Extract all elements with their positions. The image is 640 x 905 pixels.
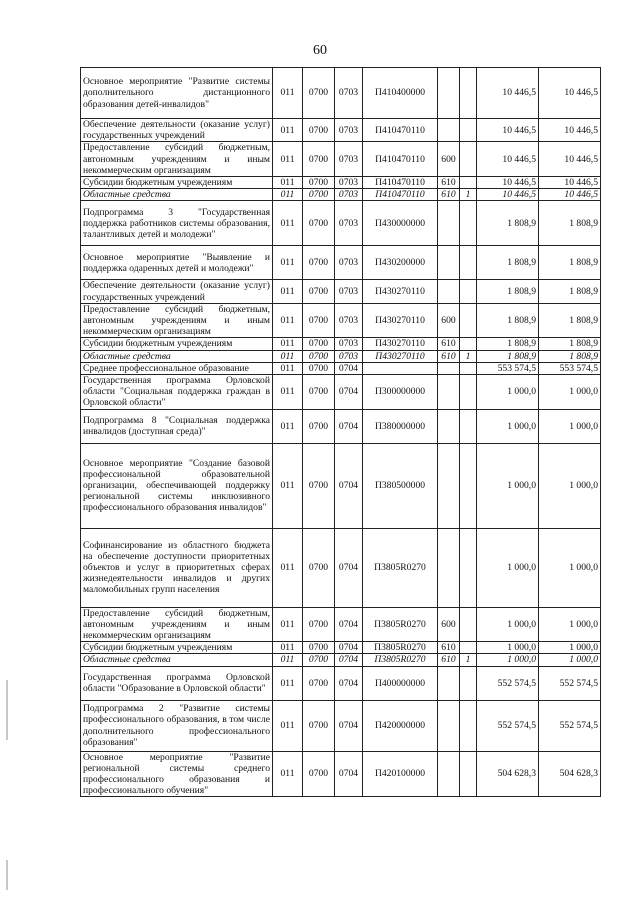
table-row [81,177,601,189]
amount-cell: 1 000,0 [477,375,539,410]
amount-cell: 1 808,9 [539,280,601,303]
section-code-cell: 0700 [303,528,335,607]
amount-cell: 1 808,9 [477,303,539,338]
amount-cell: 10 446,5 [539,142,601,177]
ministry-code-cell: 011 [273,189,303,201]
amount-cell: 1 000,0 [539,654,601,666]
item-name-cell: Субсидии бюджетным учреждениям [81,177,273,189]
expense-type-cell: 610 [438,177,460,189]
article-code-cell: П430270110 [363,350,438,362]
section-code-cell: 0700 [303,142,335,177]
ministry-code-cell: 011 [273,362,303,374]
item-name-cell: Основное мероприятие "Развитие системы дополнительного дистанционного образования детей-инвалидов" [81,68,273,119]
item-name-cell: Государственная программа Орловской области "Социальная поддержка граждан в Орловской области" [81,375,273,410]
table-row [81,119,601,142]
amount-cell: 1 808,9 [477,201,539,246]
subsection-code-cell: 0704 [335,362,363,374]
amount-cell: 1 808,9 [539,338,601,350]
section-code-cell: 0700 [303,119,335,142]
section-code-cell: 0700 [303,642,335,654]
article-code-cell: П3805R0270 [363,642,438,654]
table-body [81,68,601,797]
subsection-code-cell: 0703 [335,246,363,280]
table-row [81,666,601,700]
amount-cell: 504 628,3 [539,751,601,797]
funding-source-cell [460,280,477,303]
funding-source-cell [460,142,477,177]
ministry-code-cell: 011 [273,528,303,607]
item-name-cell: Субсидии бюджетным учреждениям [81,338,273,350]
expense-type-cell [438,700,460,751]
expense-type-cell: 600 [438,303,460,338]
amount-cell: 504 628,3 [477,751,539,797]
section-code-cell: 0700 [303,362,335,374]
amount-cell: 10 446,5 [477,189,539,201]
expense-type-cell [438,201,460,246]
expense-type-cell [438,280,460,303]
table-row [81,350,601,362]
amount-cell: 1 000,0 [477,654,539,666]
amount-cell: 10 446,5 [477,119,539,142]
expense-type-cell [438,751,460,797]
ministry-code-cell: 011 [273,177,303,189]
table-row [81,246,601,280]
budget-table [80,67,601,797]
amount-cell: 10 446,5 [539,119,601,142]
table-row [81,142,601,177]
article-code-cell: П430270110 [363,303,438,338]
table-row [81,362,601,374]
subsection-code-cell: 0704 [335,751,363,797]
ministry-code-cell: 011 [273,280,303,303]
amount-cell: 552 574,5 [539,700,601,751]
table-row [81,700,601,751]
article-code-cell: П3805R0270 [363,654,438,666]
expense-type-cell [438,409,460,443]
funding-source-cell [460,666,477,700]
item-name-cell: Областные средства [81,654,273,666]
item-name-cell: Обеспечение деятельности (оказание услуг) государственных учреждений [81,119,273,142]
subsection-code-cell: 0703 [335,68,363,119]
amount-cell: 1 808,9 [539,201,601,246]
amount-cell: 552 574,5 [477,700,539,751]
ministry-code-cell: 011 [273,350,303,362]
expense-type-cell [438,362,460,374]
article-code-cell: П420000000 [363,700,438,751]
funding-source-cell [460,303,477,338]
section-code-cell: 0700 [303,443,335,528]
ministry-code-cell: 011 [273,68,303,119]
section-code-cell: 0700 [303,189,335,201]
ministry-code-cell: 011 [273,607,303,642]
amount-cell: 10 446,5 [539,189,601,201]
ministry-code-cell: 011 [273,338,303,350]
subsection-code-cell: 0704 [335,700,363,751]
subsection-code-cell: 0703 [335,350,363,362]
subsection-code-cell: 0704 [335,528,363,607]
expense-type-cell: 610 [438,642,460,654]
expense-type-cell [438,119,460,142]
ministry-code-cell: 011 [273,654,303,666]
table-row [81,280,601,303]
subsection-code-cell: 0703 [335,177,363,189]
section-code-cell: 0700 [303,338,335,350]
ministry-code-cell: 011 [273,443,303,528]
ministry-code-cell: 011 [273,642,303,654]
amount-cell: 1 808,9 [477,350,539,362]
amount-cell: 1 808,9 [477,280,539,303]
table-row [81,751,601,797]
expense-type-cell: 600 [438,142,460,177]
subsection-code-cell: 0703 [335,142,363,177]
amount-cell: 10 446,5 [477,68,539,119]
subsection-code-cell: 0703 [335,338,363,350]
article-code-cell: П380500000 [363,443,438,528]
article-code-cell: П420100000 [363,751,438,797]
funding-source-cell [460,700,477,751]
expense-type-cell [438,68,460,119]
table-row [81,528,601,607]
amount-cell: 10 446,5 [477,177,539,189]
ministry-code-cell: 011 [273,375,303,410]
section-code-cell: 0700 [303,350,335,362]
amount-cell: 1 808,9 [539,246,601,280]
expense-type-cell [438,246,460,280]
ministry-code-cell: 011 [273,142,303,177]
table-row [81,338,601,350]
ministry-code-cell: 011 [273,201,303,246]
table-row [81,607,601,642]
funding-source-cell: 1 [460,189,477,201]
amount-cell: 1 808,9 [477,338,539,350]
item-name-cell: Основное мероприятие "Выявление и поддержка одаренных детей и молодежи" [81,246,273,280]
article-code-cell: П430200000 [363,246,438,280]
expense-type-cell [438,666,460,700]
section-code-cell: 0700 [303,375,335,410]
item-name-cell: Субсидии бюджетным учреждениям [81,642,273,654]
item-name-cell: Обеспечение деятельности (оказание услуг) государственных учреждений [81,280,273,303]
item-name-cell: Государственная программа Орловской области "Образование в Орловской области" [81,666,273,700]
funding-source-cell [460,642,477,654]
item-name-cell: Предоставление субсидий бюджетным, автономным учреждениям и иным некоммерческим организациям [81,303,273,338]
amount-cell: 10 446,5 [539,177,601,189]
table-row [81,375,601,410]
amount-cell: 1 000,0 [477,409,539,443]
article-code-cell: П3805R0270 [363,607,438,642]
subsection-code-cell: 0703 [335,303,363,338]
subsection-code-cell: 0704 [335,666,363,700]
funding-source-cell: 1 [460,654,477,666]
ministry-code-cell: 011 [273,303,303,338]
subsection-code-cell: 0704 [335,654,363,666]
amount-cell: 1 000,0 [539,528,601,607]
ministry-code-cell: 011 [273,409,303,443]
ministry-code-cell: 011 [273,666,303,700]
amount-cell: 1 000,0 [477,607,539,642]
funding-source-cell [460,362,477,374]
funding-source-cell: 1 [460,350,477,362]
subsection-code-cell: 0703 [335,119,363,142]
expense-type-cell [438,528,460,607]
subsection-code-cell: 0703 [335,201,363,246]
amount-cell: 1 000,0 [539,607,601,642]
table-row [81,189,601,201]
funding-source-cell [460,246,477,280]
expense-type-cell: 610 [438,189,460,201]
expense-type-cell: 600 [438,607,460,642]
article-code-cell: П410470110 [363,189,438,201]
item-name-cell: Основное мероприятие "Создание базовой профессиональной образовательной организации, обеспечивающей поддержку региональной системы инклюзивного профессионального образования инвалидов" [81,443,273,528]
section-code-cell: 0700 [303,751,335,797]
scan-edge-mark [6,680,8,740]
amount-cell: 552 574,5 [539,666,601,700]
table-row [81,642,601,654]
funding-source-cell [460,443,477,528]
subsection-code-cell: 0703 [335,280,363,303]
table-row [81,303,601,338]
amount-cell: 1 000,0 [477,528,539,607]
subsection-code-cell: 0704 [335,607,363,642]
ministry-code-cell: 011 [273,751,303,797]
amount-cell: 1 000,0 [477,642,539,654]
table-row [81,409,601,443]
amount-cell: 552 574,5 [477,666,539,700]
amount-cell: 553 574,5 [539,362,601,374]
item-name-cell: Подпрограмма 3 "Государственная поддержка работников системы образования, талантливых детей и молодежи" [81,201,273,246]
item-name-cell: Софинансирование из областного бюджета на обеспечение доступности приоритетных объектов и услуг в приоритетных сферах жизнедеятельности инвалидов и других маломобильных групп населения [81,528,273,607]
section-code-cell: 0700 [303,654,335,666]
section-code-cell: 0700 [303,607,335,642]
article-code-cell: П430000000 [363,201,438,246]
amount-cell: 10 446,5 [539,68,601,119]
section-code-cell: 0700 [303,700,335,751]
section-code-cell: 0700 [303,666,335,700]
ministry-code-cell: 011 [273,246,303,280]
section-code-cell: 0700 [303,409,335,443]
article-code-cell: П380000000 [363,409,438,443]
funding-source-cell [460,409,477,443]
item-name-cell: Среднее профессиональное образование [81,362,273,374]
amount-cell: 1 000,0 [477,443,539,528]
section-code-cell: 0700 [303,280,335,303]
article-code-cell: П410470110 [363,177,438,189]
table-row [81,443,601,528]
amount-cell: 10 446,5 [477,142,539,177]
table-row [81,201,601,246]
ministry-code-cell: 011 [273,700,303,751]
table-row [81,68,601,119]
funding-source-cell [460,338,477,350]
section-code-cell: 0700 [303,201,335,246]
subsection-code-cell: 0704 [335,375,363,410]
ministry-code-cell: 011 [273,119,303,142]
article-code-cell: П410400000 [363,68,438,119]
amount-cell: 1 808,9 [539,303,601,338]
amount-cell: 553 574,5 [477,362,539,374]
scan-edge-mark [6,860,8,890]
expense-type-cell [438,443,460,528]
section-code-cell: 0700 [303,68,335,119]
section-code-cell: 0700 [303,177,335,189]
expense-type-cell [438,375,460,410]
article-code-cell: П410470110 [363,119,438,142]
amount-cell: 1 000,0 [539,443,601,528]
expense-type-cell: 610 [438,654,460,666]
funding-source-cell [460,751,477,797]
subsection-code-cell: 0704 [335,443,363,528]
article-code-cell: П400000000 [363,666,438,700]
article-code-cell: П430270110 [363,280,438,303]
subsection-code-cell: 0704 [335,642,363,654]
item-name-cell: Предоставление субсидий бюджетным, автономным учреждениям и иным некоммерческим организациям [81,607,273,642]
funding-source-cell [460,607,477,642]
amount-cell: 1 000,0 [539,375,601,410]
item-name-cell: Основное мероприятие "Развитие региональной системы среднего профессионального образования и профессионального обучения" [81,751,273,797]
funding-source-cell [460,528,477,607]
article-code-cell: П430270110 [363,338,438,350]
amount-cell: 1 000,0 [539,642,601,654]
article-code-cell [363,362,438,374]
amount-cell: 1 808,9 [539,350,601,362]
funding-source-cell [460,375,477,410]
amount-cell: 1 808,9 [477,246,539,280]
item-name-cell: Областные средства [81,350,273,362]
funding-source-cell [460,177,477,189]
funding-source-cell [460,201,477,246]
section-code-cell: 0700 [303,303,335,338]
expense-type-cell: 610 [438,338,460,350]
article-code-cell: П410470110 [363,142,438,177]
item-name-cell: Подпрограмма 2 "Развитие системы профессионального образования, в том числе дополнительного профессионального образования" [81,700,273,751]
item-name-cell: Областные средства [81,189,273,201]
item-name-cell: Предоставление субсидий бюджетным, автономным учреждениям и иным некоммерческим организациям [81,142,273,177]
page-number: 60 [313,43,327,58]
expense-type-cell: 610 [438,350,460,362]
section-code-cell: 0700 [303,246,335,280]
subsection-code-cell: 0704 [335,409,363,443]
table-row [81,654,601,666]
funding-source-cell [460,68,477,119]
funding-source-cell [460,119,477,142]
subsection-code-cell: 0703 [335,189,363,201]
amount-cell: 1 000,0 [539,409,601,443]
item-name-cell: Подпрограмма 8 "Социальная поддержка инвалидов (доступная среда)" [81,409,273,443]
article-code-cell: П3805R0270 [363,528,438,607]
article-code-cell: П300000000 [363,375,438,410]
